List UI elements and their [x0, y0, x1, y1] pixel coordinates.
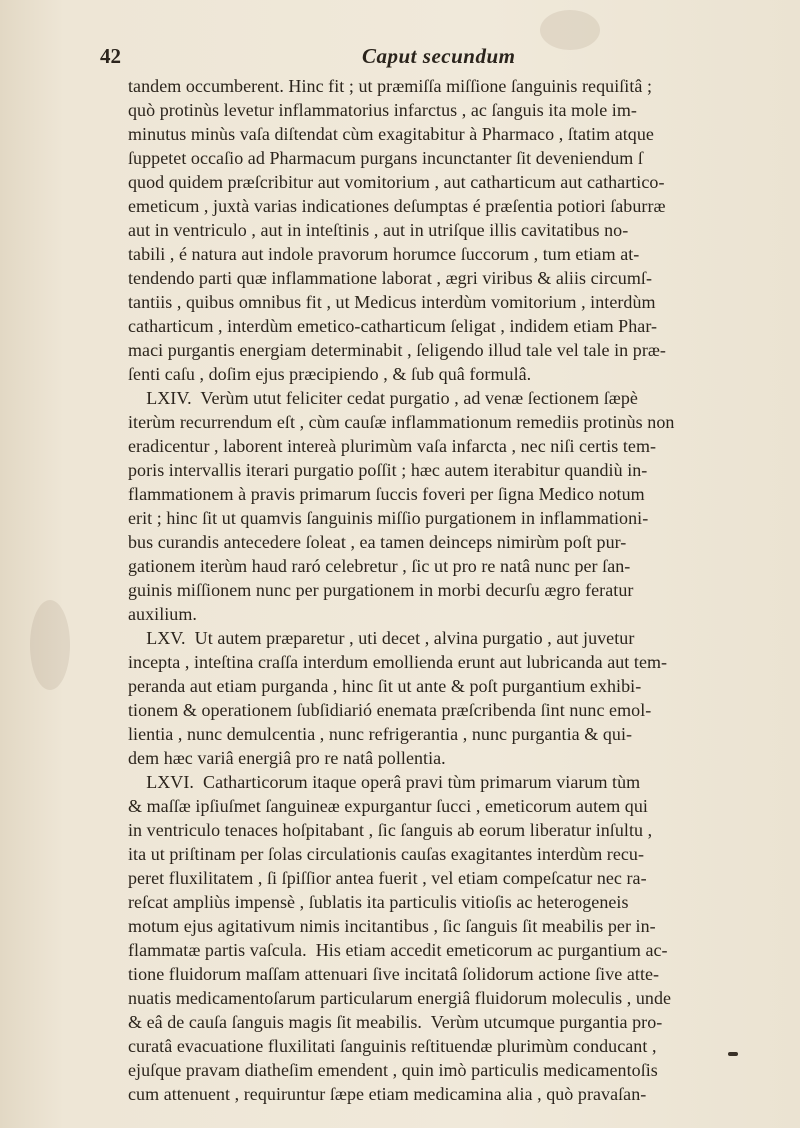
text-line: tione fluidorum maſſam attenuari ſive incitatâ ſolidorum actione ſive atte- [128, 964, 660, 984]
text-line: in ventriculo tenaces hoſpitabant , ſic ſanguis ab eorum liberatur inſultu , [128, 820, 653, 840]
text-line: erit ; hinc ſit ut quamvis ſanguinis miſſio purgationem in inflammationi- [128, 508, 649, 528]
text-line: curatâ evacuatione fluxilitati ſanguinis reſtituendæ plurimùm conducant , [128, 1036, 657, 1056]
text-line: & maſſæ ipſiuſmet ſanguineæ expurgantur ſucci , emeticorum autem qui [128, 796, 648, 816]
text-line: ſuppetet occaſio ad Pharmacum purgans incunctanter ſit deveniendum ſ [128, 148, 643, 168]
text-line: LXV. Ut autem præparetur , uti decet , alvina purgatio , aut juvetur [128, 628, 635, 648]
text-line: quod quidem præſcribitur aut vomitorium , aut catharticum aut cathartico- [128, 172, 665, 192]
text-line: LXIV. Verùm utut feliciter cedat purgatio , ad venæ ſectionem ſæpè [128, 388, 638, 408]
text-line: & eâ de cauſa ſanguis magis ſit meabilis. Verùm utcumque purgantia pro- [128, 1012, 663, 1032]
running-head: Caput secundum [362, 44, 516, 68]
text-line: dem hæc variâ energiâ pro re natâ pollentia. [128, 748, 446, 768]
text-line: emeticum , juxtà varias indicationes deſumptas é præſentia potiori ſaburræ [128, 196, 666, 216]
text-line: bus curandis antecedere ſoleat , ea tamen deinceps nimirùm poſt pur- [128, 532, 627, 552]
text-line: eradicentur , laborent intereà plurimùm vaſa infarcta , nec niſi certis tem- [128, 436, 657, 456]
text-line: tabili , é natura aut indole pravorum horumce ſuccorum , tum etiam at- [128, 244, 640, 264]
text-line: tendendo parti quæ inflammatione laborat , ægri viribus & aliis circumſ- [128, 268, 652, 288]
text-line: maci purgantis energiam determinabit , ſeligendo illud tale vel tale in præ- [128, 340, 666, 360]
text-line: tionem & operationem ſubſidiarió enemata præſcribenda ſint nunc emol- [128, 700, 652, 720]
ink-mark [728, 1052, 738, 1056]
text-line: guinis miſſionem nunc per purgationem in morbi decurſu ægro feratur [128, 580, 634, 600]
text-line: cum attenuent , requiruntur ſæpe etiam medicamina alia , quò pravaſan- [128, 1084, 647, 1104]
text-line: incepta , inteſtina craſſa interdum emollienda erunt aut lubricanda aut tem- [128, 652, 668, 672]
text-line: motum ejus agitativum nimis incitantibus , ſic ſanguis ſit meabilis per in- [128, 916, 656, 936]
text-line: auxilium. [128, 604, 197, 624]
text-line: ita ut priſtinam per ſolas circulationis cauſas exagitantes interdùm recu- [128, 844, 645, 864]
text-line: minutus minùs vaſa diſtendat cùm exagitabitur à Pharmaco , ſtatim atque [128, 124, 654, 144]
text-line: tandem occumberent. Hinc fit ; ut præmiſſa miſſione ſanguinis requiſitâ ; [128, 76, 653, 96]
text-line: ejuſque pravam diatheſim emendent , quin imò particulis medicamentoſis [128, 1060, 658, 1080]
text-line: flammatæ partis vaſcula. His etiam accedit emeticorum ac purgantium ac- [128, 940, 668, 960]
text-line: peranda aut etiam purganda , hinc ſit ut ante & poſt purgantium exhibi- [128, 676, 642, 696]
page-header [100, 44, 770, 74]
text-line: catharticum , interdùm emetico-catharticum ſeligat , indidem etiam Phar- [128, 316, 658, 336]
paper-stain [30, 600, 70, 690]
text-line: iterùm recurrendum eſt , cùm cauſæ inflammationum remediis protinùs non [128, 412, 675, 432]
text-line: poris intervallis iterari purgatio poſſit ; hæc autem iterabitur quandiù in- [128, 460, 648, 480]
body-text [128, 74, 800, 1106]
page-number: 42 [100, 44, 121, 68]
text-line: reſcat ampliùs impensè , ſublatis ita particulis vitioſis ac heterogeneis [128, 892, 629, 912]
text-line: quò protinùs levetur inflammatorius infarctus , ac ſanguis ita mole im- [128, 100, 637, 120]
text-line: lientia , nunc demulcentia , nunc refrigerantia , nunc purgantia & qui- [128, 724, 633, 744]
text-line: aut in ventriculo , aut in inteſtinis , aut in utriſque illis cavitatibus no- [128, 220, 629, 240]
text-line: peret fluxilitatem , ſi ſpiſſior antea fuerit , vel etiam compeſcatur nec ra- [128, 868, 647, 888]
text-line: nuatis medicamentoſarum particularum energiâ fluidorum moleculis , unde [128, 988, 672, 1008]
text-line: gationem iterùm haud raró celebretur , ſic ut pro re natâ nunc per ſan- [128, 556, 631, 576]
text-line: flammationem à pravis primarum ſuccis foveri per ſigna Medico notum [128, 484, 645, 504]
text-line: tantiis , quibus omnibus fit , ut Medicus interdùm vomitorium , interdùm [128, 292, 656, 312]
text-line: ſenti caſu , doſim ejus præcipiendo , & ſub quâ formulâ. [128, 364, 532, 384]
text-line: LXVI. Catharticorum itaque operâ pravi tùm primarum viarum tùm [128, 772, 641, 792]
